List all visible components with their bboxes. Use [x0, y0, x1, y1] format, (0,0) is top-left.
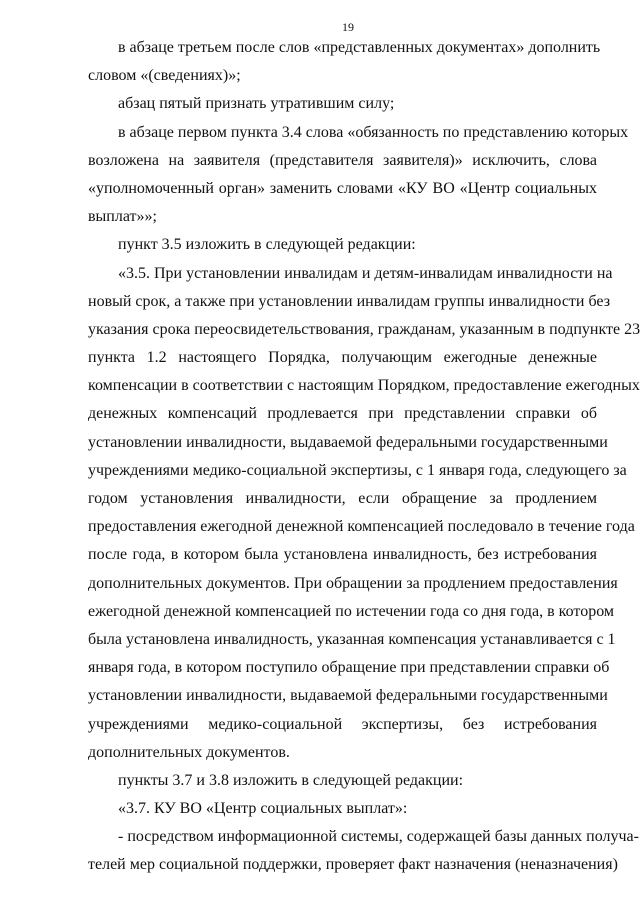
- text-line: учреждениями медико-социальной экспертизы, с 1 января года, следующего за: [88, 461, 627, 479]
- paragraph: [88, 823, 639, 879]
- text-line: после года, в котором была установлена инвалидность, без истребования: [88, 546, 597, 564]
- paragraph: [88, 767, 597, 795]
- text-line: установлении инвалидности, выдаваемой федеральными государственными: [88, 687, 608, 705]
- paragraph: [88, 119, 629, 232]
- text-line: указания срока переосвидетельствования, гражданам, указанным в подпункте 23: [88, 320, 640, 338]
- text-line: пункта 1.2 настоящего Порядка, получающим ежегодные денежные: [88, 349, 597, 367]
- text-line: абзац пятый признать утратившим силу;: [118, 95, 395, 113]
- text-line: в абзаце третьем после слов «представленных документах» дополнить: [118, 39, 601, 56]
- paragraph: [88, 231, 597, 259]
- text-line: была установлена инвалидность, указанная компенсация устанавливается с 1: [88, 630, 616, 648]
- paragraph: [88, 34, 601, 90]
- text-line: пункт 3.5 изложить в следующей редакции:: [118, 236, 416, 254]
- paragraph: [88, 90, 597, 118]
- document-body: [88, 34, 640, 880]
- text-line: денежных компенсаций продлевается при представлении справки об: [88, 405, 597, 423]
- text-line: дополнительных документов. При обращении за продлением предоставления: [88, 574, 618, 592]
- text-line: установлении инвалидности, выдаваемой федеральными государственными: [88, 433, 608, 451]
- text-line: учреждениями медико-социальной экспертизы, без истребования: [88, 715, 597, 733]
- text-line: «3.5. При установлении инвалидам и детям-инвалидам инвалидности на: [118, 264, 613, 282]
- text-line: «3.7. КУ ВО «Центр социальных выплат»:: [118, 800, 408, 818]
- text-line: дополнительных документов.: [88, 743, 290, 761]
- text-line: предоставления ежегодной денежной компенсацией последовало в течение года: [88, 518, 635, 536]
- text-line: словом «(сведениях)»;: [88, 67, 241, 85]
- paragraph: [88, 260, 640, 767]
- text-line: новый срок, а также при установлении инвалидам группы инвалидности без: [88, 292, 611, 310]
- text-line: в абзаце первом пункта 3.4 слова «обязанность по представлению которых: [118, 123, 629, 141]
- text-line: января года, в котором поступило обращение при представлении справки об: [88, 659, 610, 677]
- page-number: 19: [342, 20, 354, 34]
- text-line: выплат»»;: [88, 208, 157, 226]
- text-line: - посредством информационной системы, содержащей базы данных получа-: [118, 828, 639, 846]
- paragraph: [88, 795, 597, 823]
- text-line: пункты 3.7 и 3.8 изложить в следующей редакции:: [118, 771, 464, 789]
- text-line: компенсации в соответствии с настоящим Порядком, предоставление ежегодных: [88, 377, 640, 395]
- text-line: возложена на заявителя (представителя заявителя)» исключить, слова: [88, 151, 597, 169]
- text-line: ежегодной денежной компенсацией по истечении года со дня года, в котором: [88, 602, 615, 620]
- text-line: телей мер социальной поддержки, проверяет факт назначения (неназначения): [88, 856, 618, 874]
- text-line: годом установления инвалидности, если обращение за продлением: [88, 490, 597, 507]
- text-line: «уполномоченный орган» заменить словами «КУ ВО «Центр социальных: [88, 179, 597, 197]
